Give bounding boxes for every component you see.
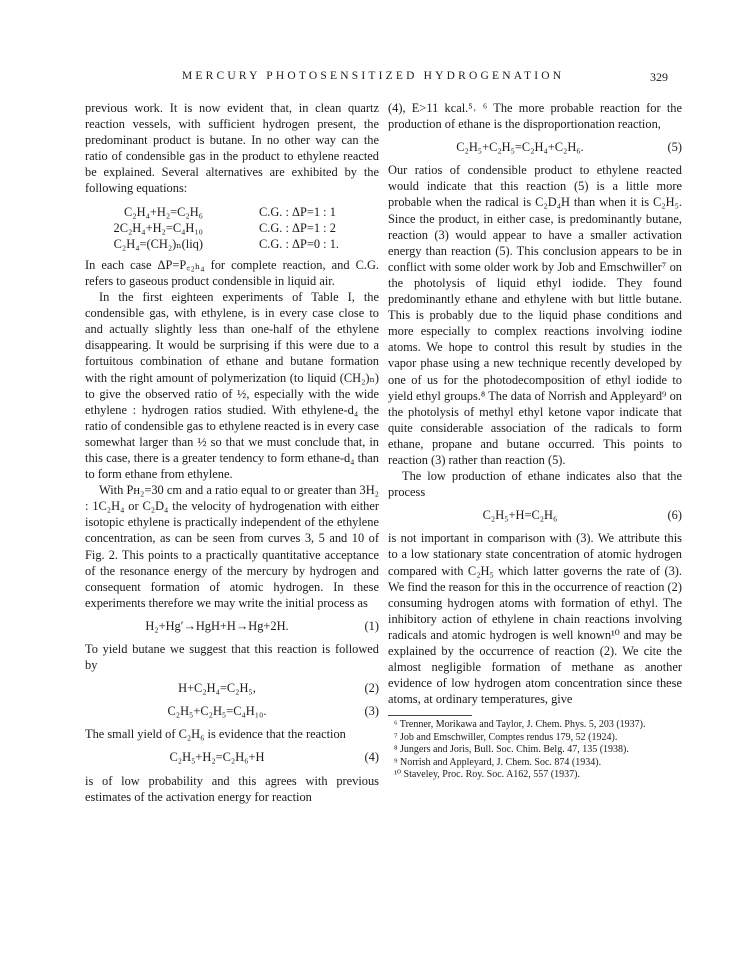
equation-condition: C.G. : ΔP=0 : 1. [259, 236, 340, 251]
body-paragraph: previous work. It is now evident that, in clean quartz reaction vessels, with sufficient hydrogen present, the predominant product is butane. In no other way can the ratio of condensible gas in the product to ethylene reacted be explained. Several alternatives are exhibited by the following equations: [85, 101, 379, 196]
equation-expression: C₂H₅+H=C₂H₆ [482, 508, 558, 523]
equation-expression: H₂+Hg′→HgH+H→Hg+2H. [145, 618, 289, 633]
equation-row [85, 236, 379, 252]
equation-expression: C₂H₅+C₂H₅=C₄H₁₀. [167, 704, 267, 719]
equation-number: (2) [364, 681, 379, 696]
equation-reaction: C₂H₄=(CH₂)ₙ(liq) [113, 236, 203, 251]
footnote: ⁷ Job and Emschwiller, Comptes rendus 179, 52 (1924). [394, 731, 618, 743]
page-number: 329 [650, 70, 668, 84]
left-column [85, 100, 379, 805]
body-paragraph: With Pʜ₂=30 cm and a ratio equal to or greater than 3H₂ : 1C₂H₄ or C₂D₄ the velocity of hydrogenation with either isotopic ethylene is practically independent of the ethylene concentration, as can be seen from curves 3, 5 and 10 of Fig. 2. This points to a practically quantitative acceptance of the resonance energy of the mercury by hydrogen and consequent formation of atomic hydrogen. In these experiments therefore we may write the initial process as [85, 483, 379, 610]
body-paragraph: is of low probability and this agrees with previous estimates of the activation energy for reaction [85, 773, 379, 804]
footnote: ⁸ Jungers and Joris, Bull. Soc. Chim. Belg. 47, 135 (1938). [394, 744, 629, 756]
footnotes [388, 715, 682, 781]
equation-expression: C₂H₅+C₂H₅=C₂H₄+C₂H₆. [456, 140, 584, 155]
running-head [0, 70, 752, 86]
equation-expression: H+C₂H₄=C₂H₅, [178, 681, 256, 696]
equation-number: (3) [364, 704, 379, 719]
equation-number: (1) [364, 618, 379, 633]
equation-2 [85, 680, 379, 696]
equation-number: (6) [667, 508, 682, 523]
equation-6 [388, 507, 682, 523]
equation-expression: C₂H₅+H₂=C₂H₆+H [169, 750, 265, 765]
equation-condition: C.G. : ΔP=1 : 1 [259, 204, 336, 219]
equation-reaction: 2C₂H₄+H₂=C₄H₁₀ [113, 220, 203, 235]
equation-3 [85, 703, 379, 719]
equation-1 [85, 618, 379, 634]
body-paragraph: To yield butane we suggest that this reaction is followed by [85, 642, 379, 673]
footnote: ¹⁰ Staveley, Proc. Roy. Soc. A162, 557 (1937). [394, 769, 580, 780]
equation-4 [85, 749, 379, 765]
equation-number: (4) [364, 750, 379, 765]
footnote: ⁶ Trenner, Morikawa and Taylor, J. Chem. Phys. 5, 203 (1937). [394, 719, 646, 731]
body-paragraph: In each case ΔP=P꜀₂ₕ₄ for complete reaction, and C.G. refers to gaseous product condensible in liquid air. [85, 257, 379, 288]
condensible-gas-equations [85, 204, 379, 252]
footnote: ⁹ Norrish and Appleyard, J. Chem. Soc. 874 (1934). [394, 756, 602, 768]
body-paragraph: is not important in comparison with (3). We attribute this to a low stationary state concentration of atomic hydrogen compared with C₂H₅ which latter governs the rate of (3). We find the reason for this in the occurrence of reaction (2) consuming hydrogen atoms with formation of ethyl. The inhibitory action of ethylene in chain reactions involving radicals and atomic hydrogen is well known¹⁰ and may be explained by the occurrence of reaction (2). We cite the almost negligible formation of methane as another evidence of low hydrogen atom concentration since these atoms, at ordinary temperatures, give [388, 531, 682, 707]
equation-row [85, 204, 379, 220]
equation-number: (5) [667, 140, 682, 155]
footnote-divider [388, 715, 472, 716]
equation-5 [388, 139, 682, 155]
body-paragraph: In the first eighteen experiments of Table I, the condensible gas, with ethylene, is in every case close to and actually slightly less than one-half of the ethylene disappearing. It would be surprising if this were due to a fortuitous combination of ethane and butane formation with the right amount of polymerization (to liquid (CH₂)ₙ) to give the observed ratio of ½, especially with the wide ethylene : hydrogen ratios studied. With ethylene-d₄ the ratio of condensible gas to ethylene reacted is in every case somewhat larger than ½ so that we must conclude that, in this case, there is a greater tendency to form ethane-d₄ than to form ethane from ethylene. [85, 290, 379, 482]
body-paragraph: The low production of ethane indicates also that the process [388, 469, 682, 500]
body-paragraph: (4), E>11 kcal.⁵˒ ⁶ The more probable reaction for the production of ethane is the disproportionation reaction, [388, 101, 682, 132]
right-column [388, 100, 682, 781]
equation-condition: C.G. : ΔP=1 : 2 [259, 220, 336, 235]
equation-reaction: C₂H₄+H₂=C₂H₆ [124, 204, 203, 219]
equation-row [85, 220, 379, 236]
body-paragraph: Our ratios of condensible product to ethylene reacted would indicate that this reaction (5) is a little more probable when the radical is C₂D₄H than when it is C₂H₅. Since the product, in either case, is predominantly butane, reaction (3) would appear to have a smaller activation energy than reaction (5). This conclusion appears to be in conflict with some older work by Job and Emschwiller⁷ on the photolysis of liquid ethyl iodide. They found predominantly ethane and ethylene with but little butane. This is probably due to the liquid phase conditions and more especially to complex reactions involving iodine atoms. We hope to control this result by studies in the vapor phase using a new technique recently developed by one of us for the photodecomposition of ethyl iodide to yield ethyl groups.⁸ The data of Norrish and Appleyard⁹ on the photolysis of methyl ethyl ketone vapor indicate that quite considerable association of the radicals to form ethane, propane and butane occurred. This points to reaction (3) rather than reaction (5). [388, 163, 682, 467]
running-title: MERCURY PHOTOSENSITIZED HYDROGENATION [182, 70, 565, 82]
body-paragraph: The small yield of C₂H₆ is evidence that the reaction [85, 727, 346, 742]
